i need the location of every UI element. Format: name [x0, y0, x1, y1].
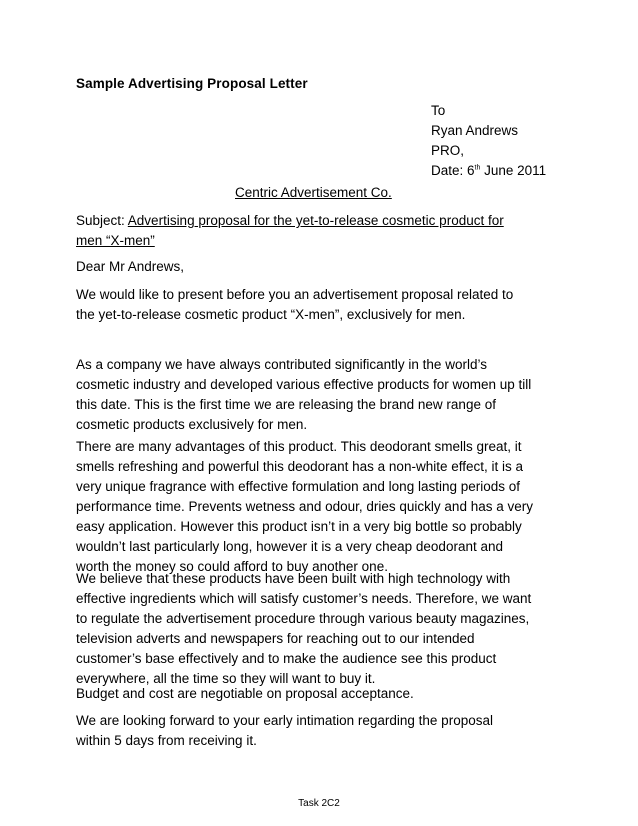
- paragraph-line: smells refreshing and powerful this deodorant has a non-white effect, it is a: [76, 459, 523, 474]
- subject-text-2: men “X-men”: [76, 233, 155, 248]
- paragraph-intro: [76, 285, 576, 325]
- date-superscript: th: [474, 164, 481, 172]
- company-name: Centric Advertisement Co.: [235, 185, 392, 200]
- paragraph-line: everywhere, all the time so they will want to buy it.: [76, 671, 376, 686]
- letter-title: Sample Advertising Proposal Letter: [76, 76, 308, 91]
- paragraph-line: easy application. However this product isn’t in a very big bottle so probably: [76, 519, 522, 534]
- paragraph-line: performance time. Prevents wetness and odour, dries quickly and has a very: [76, 499, 533, 514]
- recipient-position: PRO,: [431, 143, 465, 158]
- date-prefix: Date: 6: [431, 163, 475, 178]
- page-footer: Task 2C2: [298, 798, 340, 809]
- subject-text-1: Advertising proposal for the yet-to-release cosmetic product for: [127, 213, 504, 228]
- paragraph-line: cosmetic industry and developed various effective products for women up till: [76, 377, 532, 392]
- paragraph-line: wouldn’t last particularly long, however it is a very cheap deodorant and: [76, 539, 503, 554]
- paragraph-line: this date. This is the first time we are releasing the brand new range of: [76, 397, 496, 412]
- paragraph-line: Budget and cost are negotiable on proposal acceptance.: [76, 686, 414, 701]
- paragraph-advantages: [76, 437, 576, 577]
- paragraph-line: As a company we have always contributed significantly in the world’s: [76, 357, 487, 372]
- date-suffix: June 2011: [480, 163, 547, 178]
- paragraph-line: We believe that these products have been built with high technology with: [76, 571, 511, 586]
- paragraph-line: customer’s base effectively and to make the audience see this product: [76, 651, 497, 666]
- paragraph-line: to regulate the advertisement procedure through various beauty magazines,: [76, 611, 530, 626]
- paragraph-budget: [76, 684, 576, 704]
- paragraph-closing: [76, 711, 576, 751]
- paragraph-line: within 5 days from receiving it.: [76, 733, 257, 748]
- letter-date: [431, 161, 546, 181]
- paragraph-line: We are looking forward to your early intimation regarding the proposal: [76, 713, 493, 728]
- recipient-name: Ryan Andrews: [431, 123, 519, 138]
- paragraph-line: the yet-to-release cosmetic product “X-men”, exclusively for men.: [76, 307, 466, 322]
- paragraph-line: cosmetic products exclusively for men.: [76, 417, 308, 432]
- subject-label: Subject:: [76, 213, 128, 228]
- paragraph-line: worth the money so could afford to buy another one.: [76, 559, 388, 574]
- paragraph-line: very unique fragrance with effective formulation and long lasting periods of: [76, 479, 521, 494]
- subject-block: [76, 211, 576, 251]
- salutation: Dear Mr Andrews,: [76, 259, 185, 274]
- paragraph-line: We would like to present before you an advertisement proposal related to: [76, 287, 514, 302]
- subject-line-1: [76, 211, 576, 231]
- paragraph-line: effective ingredients which will satisfy customer’s needs. Therefore, we want: [76, 591, 532, 606]
- paragraph-line: television adverts and newspapers for reaching out to our intended: [76, 631, 475, 646]
- paragraph-technology: [76, 569, 576, 689]
- to-label: To: [431, 103, 446, 118]
- paragraph-company: [76, 355, 576, 435]
- recipient-address: [431, 101, 546, 181]
- paragraph-line: There are many advantages of this product. This deodorant smells great, it: [76, 439, 522, 454]
